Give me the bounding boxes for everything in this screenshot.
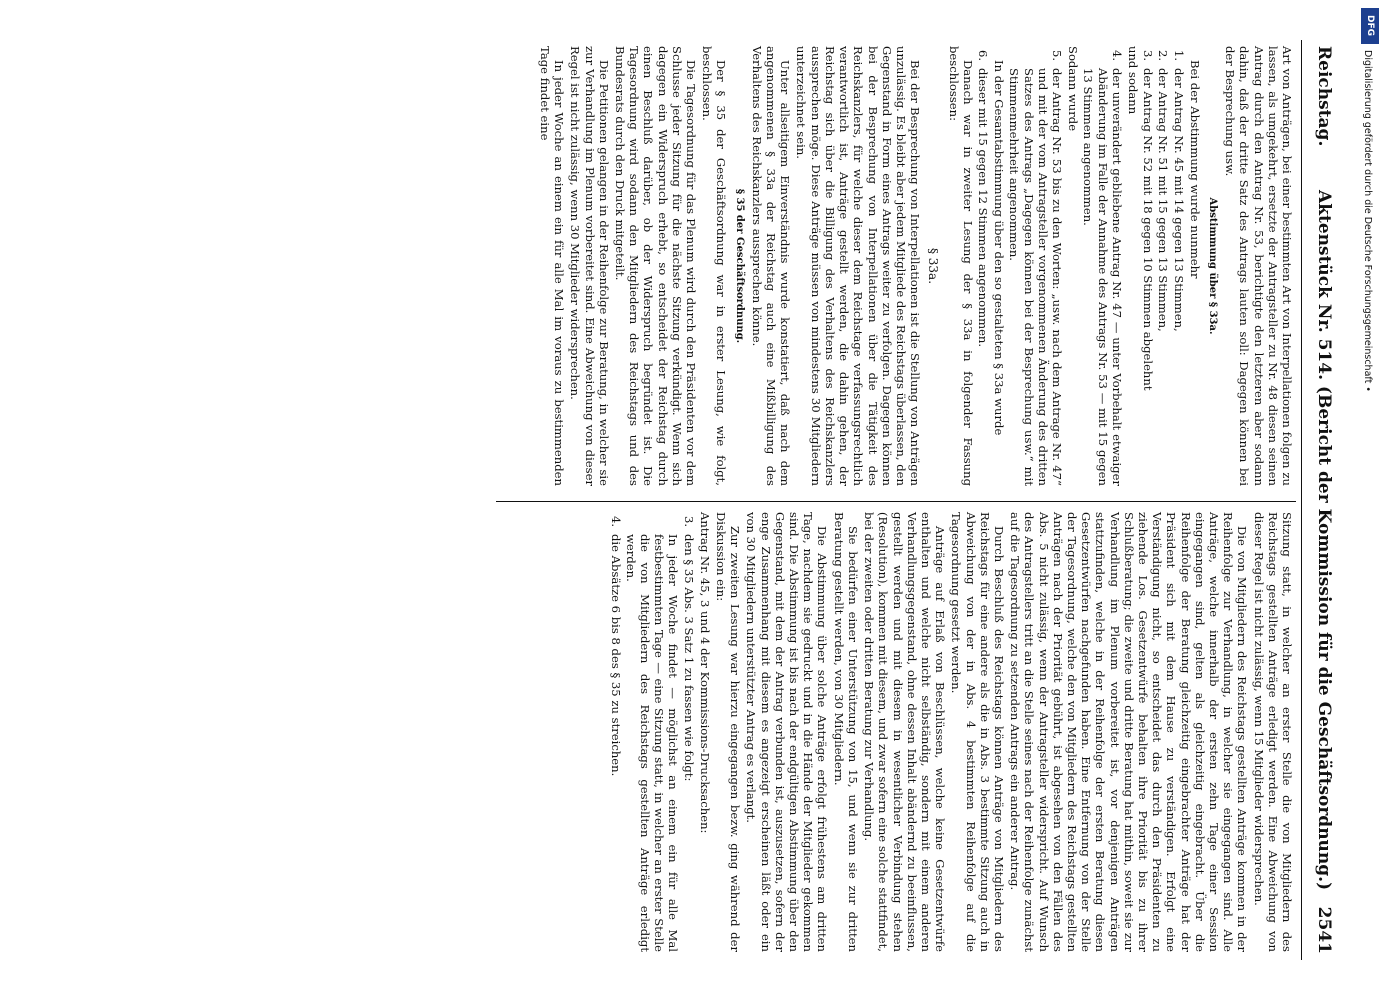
left-paragraph-12: In jeder Woche an einem ein für alle Mal im voraus zu bestimmenden Tage findet eine [538, 46, 567, 486]
item-text: der Antrag Nr. 45 mit 14 gegen 13 Stimmen, [1171, 68, 1186, 332]
list-item [1156, 46, 1170, 486]
left-paragraph-8: Unter allseitigem Einverständnis wurde konstatiert, daß nach dem angenommenen § 33a der Reichstag auch eine Mißbilligung des Verhaltens des Reichskanzlers aussprechen könne. [749, 46, 793, 486]
left-paragraph-4: Sodann wurde [1066, 46, 1081, 132]
dfg-logo: DFG [1361, 8, 1379, 44]
section-heading-35: § 35 der Geschäftsordnung. [733, 188, 745, 344]
list-item [976, 46, 990, 486]
digitization-sidebar [1360, 8, 1380, 998]
item-number: 5. [1049, 50, 1064, 62]
left-paragraph-7: Bei der Besprechung von Interpellationen ist die Stellung von Anträgen unzulässig. Es bleibt aber jedem Mitgliede des Reichstags überlassen, den Gegenstand in Form eines Antrags weiter zu verfolgen. Dagegen können bei der Besprechung von Interpellationen über die Tätigkeit des Reichskanzlers, für welche dieser dem Reichstage verfassungsrechtlich verantwortlich ist, Anträge gestellt werden, die dahin gehen, der Reichstag sich über die Billigung des Verhaltens des Reichskanzlers aussprechen möge. Diese Anträge müssen von mindestens 30 Mitgliedern unterzeichnet sein. [794, 46, 923, 486]
section-heading-abstimmung: Abstimmung über § 33a. [1206, 197, 1218, 335]
left-paragraph-1: Art von Anträgen, bei einer bestimmten Art von Interpellationen folgen zu lassen, als umgekehrt, ersetzte der Antragsteller zu Nr. 48 diesen seinen Antrag durch den Antrag Nr. 53, berichtigte den letzteren aber sodann dahin, daß der dritte Satz des Antrags lauten soll: Dagegen können bei der Besprechung usw. [1223, 46, 1294, 486]
right-paragraph-6: Die Abstimmung über solche Anträge erfolgt frühestens am dritten Tage, nachdem sie gedruckt und in die Hände der Mitglieder gekommen sind. Die Abstimmung ist bis nach der endgültigen Abstimmung über den Gegenstand, mit dem der Antrag verbunden ist, auszusetzen, sofern der enge Zusammenhang mit diesem es angezeigt erscheinen läßt oder ein von 30 Mitgliedern unterstützter Antrag es verlangt. [744, 512, 830, 952]
digitization-credit: Digitalisierung gefördert durch die Deutsche Forschungsgemeinschaft • [1362, 50, 1373, 392]
list-item [1007, 46, 1064, 486]
list-item [624, 512, 681, 952]
rotated-document-page [90, 40, 1340, 960]
list-item [1081, 46, 1124, 486]
item-number: 4. [1109, 50, 1124, 62]
header-reichstag: Reichstag. [1314, 46, 1334, 147]
left-paragraph-10: Die Tagesordnung für das Plenum wird durch den Präsidenten vor dem Schlusse jeder Sitzung für die nächste Sitzung verkündigt. Wenn sich dagegen ein Widerspruch erhebt, so entscheidet der Reichstag durch einen Beschluß darüber, ob der Widerspruch begründet ist. Die Tagesordnung wird sodann den Mitgliedern des Reichstags und des Bundesrats durch den Druck mitgeteilt. [613, 46, 699, 486]
item-text: den § 35 Abs. 3 Satz 1 zu fassen wie folgt: [681, 534, 696, 782]
item-text: In jeder Woche findet — möglichst an einem ein für alle Mal festbestimmten Tage — eine Sitzung statt, in welcher an erster Stelle die von Mitgliedern des Reichstags gestellten Anträge erledigt werden. [623, 534, 681, 952]
left-paragraph-2: Bei der Abstimmung wurde nunmehr [1187, 60, 1202, 279]
paragraph-sign-33a: § 33a. [926, 247, 941, 285]
item-number: 3. [1141, 50, 1156, 62]
item-number: 6. [975, 50, 990, 62]
list-item [1171, 46, 1185, 486]
item-number: 3. [681, 516, 696, 528]
right-paragraph-4: Anträge auf Erlaß von Beschlüssen, welche keine Gesetzentwürfe enthalten und welche nicht selbständig, sondern mit einem anderen Verhandlungsgegenstand, ohne dessen Inhalt abändernd zu beeinflussen, gestellt werden und mit diesem in wesentlicher Verbindung stehen (Resolution), kommen mit diesem, und zwar sofern eine solche stattfindet, bei der zweiten oder dritten Beratung zur Verhandlung. [862, 512, 948, 952]
left-paragraph-6: Danach war in zweiter Lesung der § 33a in folgender Fassung beschlossen: [946, 46, 975, 486]
right-paragraph-3: Durch Beschluß des Reichstags können Anträge von Mitgliedern des Reichstags für eine andere als die in Abs. 3 bestimmte Sitzung auch in Abweichung von der in Abs. 4 bestimmten Reihenfolge auf die Tagesordnung gesetzt werden. [949, 512, 1006, 952]
list-item [681, 512, 695, 952]
page-number: 2541 [1314, 906, 1334, 954]
left-paragraph-5: In der Gesamtabstimmung über den so gestalteten § 33a wurde [992, 60, 1007, 436]
page-header [1304, 40, 1340, 960]
right-paragraph-7: Zur zweiten Lesung war hierzu eingegangen bezw. ging während der Diskussion ein: [714, 512, 743, 952]
right-paragraph-5: Sie bedürfen einer Unterstützung von 15, und wenn sie zur dritten Beratung gestellt werden, von 30 Mitgliedern. [831, 512, 860, 952]
left-paragraph-11: Die Petitionen gelangen in der Reihenfolge zur Beratung, in welcher sie zur Verhandlung im Plenum vorbereitet sind. Eine Abweichung von dieser Regel ist nicht zulässig, wenn 30 Mitglieder widersprechen. [568, 46, 611, 486]
item-text: der Antrag Nr. 51 mit 15 gegen 13 Stimmen, [1156, 68, 1171, 332]
item-number: 4. [608, 516, 623, 528]
item-text: der Antrag Nr. 52 mit 18 gegen 10 Stimmen abgelehnt [1141, 68, 1156, 391]
list-item [608, 512, 622, 952]
left-paragraph-3: und sodann [1125, 46, 1140, 115]
list-item [1141, 46, 1155, 486]
item-number: 2. [1156, 50, 1171, 62]
left-paragraph-9: Der § 35 der Geschäftsordnung war in erster Lesung, wie folgt, beschlossen. [700, 46, 729, 486]
item-number: 1. [1171, 50, 1186, 62]
right-paragraph-8: Antrag Nr. 45, 3 und 4 der Kommissions-Drucksachen: [697, 512, 712, 834]
column-divider [496, 501, 1296, 502]
left-column [536, 46, 1294, 486]
item-text: der Antrag Nr. 53 bis zu den Worten: „usw. nach dem Antrage Nr. 47“ und mit der vom Antragsteller vorgenommenen Änderung des dritten Satzes des Antrags „Dagegen können bei der Besprechung usw.“ mit Stimmenmehrheit angenommen. [1007, 68, 1064, 486]
item-text: die Absätze 6 bis 8 des § 35 zu streichen. [608, 534, 623, 777]
header-rule [1301, 40, 1302, 960]
item-text: der unverändert gebliebene Antrag Nr. 47 — unter Vorbehalt etwaiger Abänderung im Falle der Annahme des Antrags Nr. 53 — mit 15 gegen 13 Stimmen angenommen. [1081, 68, 1124, 486]
right-paragraph-1: Sitzung statt, in welcher an erster Stelle die von Mitgliedern des Reichstags gestellten Anträge erledigt werden. Eine Abweichung von dieser Regel ist nicht zulässig, wenn 15 Mitglieder widersprechen. [1251, 512, 1294, 952]
item-text: dieser mit 15 gegen 12 Stimmen angenommen. [975, 68, 990, 348]
right-column [607, 512, 1294, 952]
header-title: Aktenstück Nr. 514. (Bericht der Kommission für die Geschäftsordnung.) [1314, 190, 1334, 891]
right-paragraph-2: Die von Mitgliedern des Reichstags gestellten Anträge kommen in der Reihenfolge zur Verhandlung, in welcher sie eingegangen sind. Alle Anträge, welche innerhalb der ersten zehn Tage einer Session eingegangen sind, gelten als gleichzeitig eingebracht. Über die Reihenfolge der Beratung gleichzeitig eingebrachter Anträge hat der Präsident sich mit dem Hause zu verständigen. Erfolgt eine Verständigung nicht, so entscheidet das durch den Präsidenten zu ziehende Los. Gesetzentwürfe behalten ihre Priorität bis zu ihrer Schlußberatung; die zweite und dritte Beratung hat mithin, soweit sie zur Verhandlung im Plenum vorbereitet ist, vor denjenigen Anträgen stattzufinden, welche in der Reihenfolge der ersten Beratung diesen Gesetzentwürfen nachgefunden haben. Eine Entfernung von der Stelle der Tagesordnung, welche den von Mitgliedern des Reichstags gestellten Anträgen nach der Priorität gebührt, ist abgesehen von den Fällen des Abs. 5 nicht zulässig, wenn der Antragsteller widerspricht. Auf Wunsch des Antragstellers tritt an die Stelle seines nach der Reihenfolge zunächst auf die Tagesordnung zu setzenden Antrags ein anderer Antrag. [1008, 512, 1250, 952]
